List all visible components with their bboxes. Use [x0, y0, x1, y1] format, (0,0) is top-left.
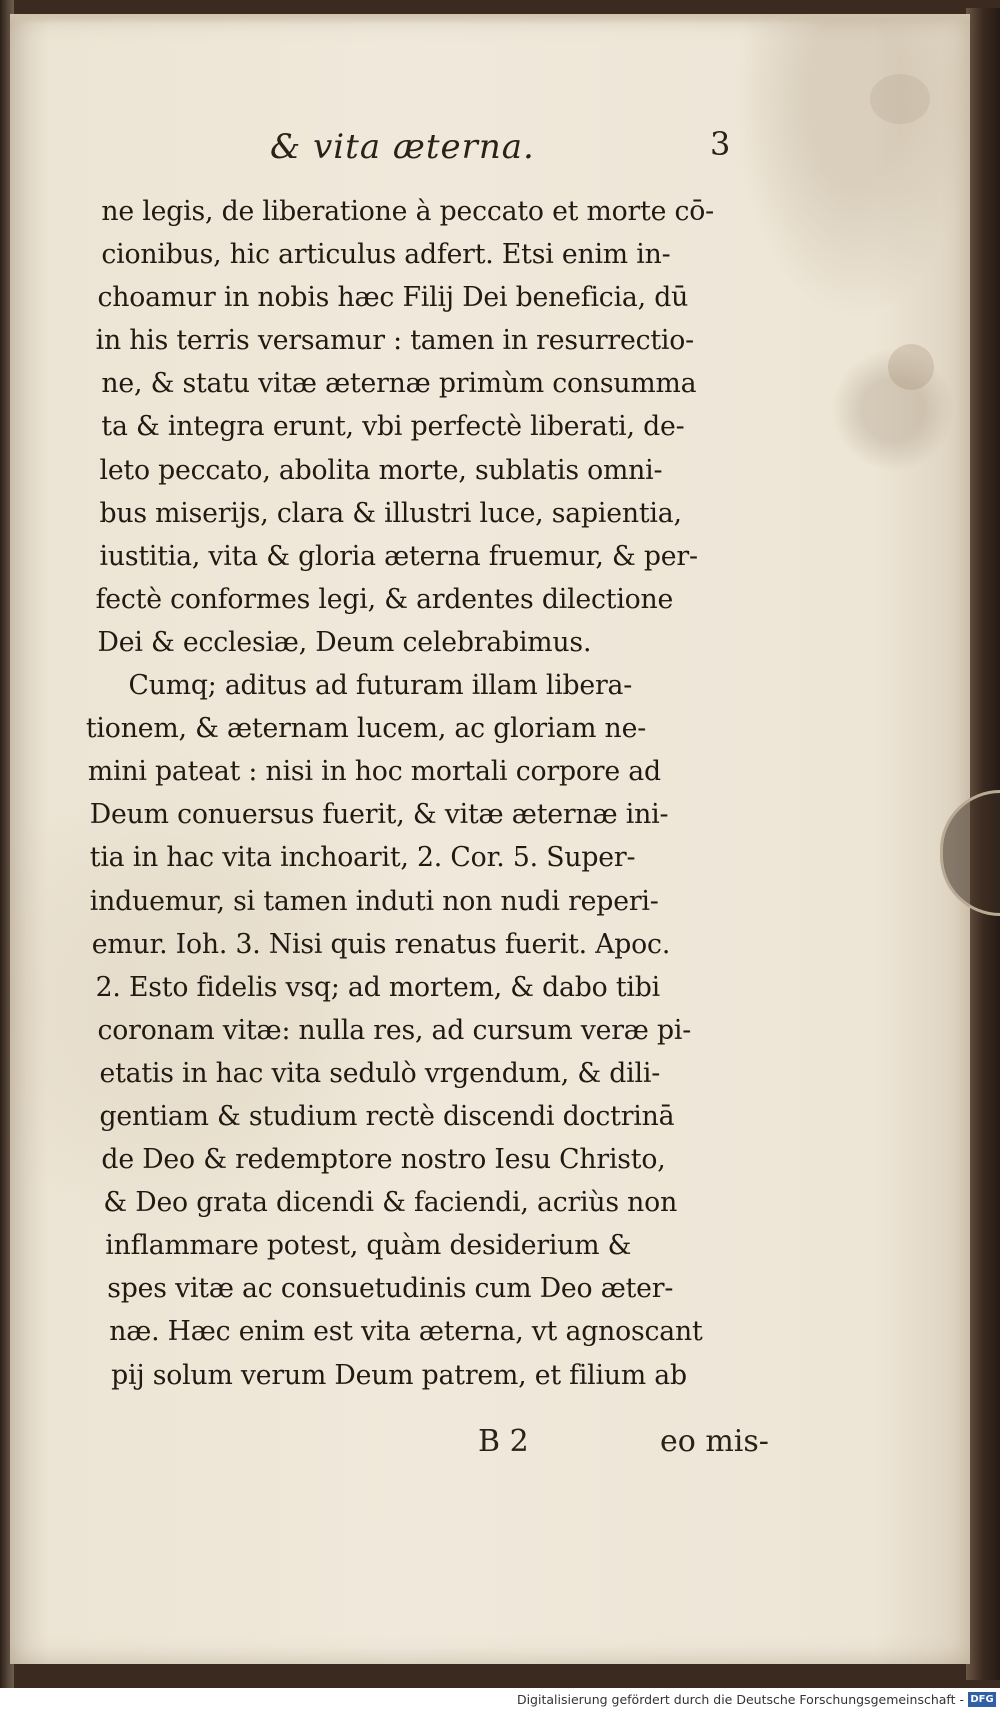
text-line: spes vitæ ac consuetudinis cum Deo æter-	[107, 1272, 674, 1305]
foxing-spot	[888, 344, 934, 390]
page-top-edge	[10, 14, 970, 24]
catchword: eo mis-	[660, 1424, 769, 1459]
text-line: næ. Hæc enim est vita æterna, vt agnoscant	[109, 1315, 703, 1348]
page-header	[10, 119, 970, 179]
page-number: 3	[710, 125, 731, 163]
text-line: induemur, si tamen induti non nudi reperi-	[89, 884, 659, 917]
dfg-logo: DFG	[968, 1692, 996, 1707]
text-line: Cumq; aditus ad futuram illam libera-	[128, 669, 633, 702]
page-footer	[10, 1424, 970, 1474]
text-line: bus miserijs, clara & illustri luce, sapientia,	[99, 496, 682, 529]
text-line: in his terris versamur : tamen in resurrectio-	[95, 324, 694, 357]
text-line: & Deo grata dicendi & faciendi, acriùs non	[103, 1186, 678, 1219]
book-page	[10, 14, 970, 1664]
foxing-spot	[870, 74, 930, 124]
text-line: cionibus, hic articulus adfert. Etsi enim in-	[101, 238, 671, 271]
running-title: & vita æterna.	[270, 127, 535, 167]
text-line: tia in hac vita inchoarit, 2. Cor. 5. Super-	[89, 841, 636, 874]
text-line: de Deo & redemptore nostro Iesu Christo,	[101, 1143, 666, 1176]
text-line: mini pateat : nisi in hoc mortali corpore ad	[87, 755, 661, 788]
text-line: leto peccato, abolita morte, sublatis omni-	[99, 453, 663, 486]
text-line: Deum conuersus fuerit, & vitæ æternæ ini-	[89, 798, 669, 831]
credit-text: Digitalisierung gefördert durch die Deutsche Forschungsgemeinschaft -	[516, 1692, 964, 1707]
text-line: ne, & statu vitæ æternæ primùm consumma	[101, 367, 697, 400]
text-line: ne legis, de liberatione à peccato et morte cō-	[101, 195, 714, 227]
text-line: tionem, & æternam lucem, ac gloriam ne-	[85, 712, 647, 745]
text-line: etatis in hac vita sedulò vrgendum, & dili-	[99, 1056, 661, 1089]
text-line: ta & integra erunt, vbi perfectè liberati, de-	[101, 410, 685, 443]
text-line: 2. Esto fidelis vsq; ad mortem, & dabo tibi	[95, 970, 660, 1003]
signature-mark: B 2	[478, 1424, 529, 1459]
credit-bar	[0, 1688, 1000, 1712]
body-text	[85, 190, 792, 1397]
text-line: gentiam & studium rectè discendi doctrinā	[99, 1099, 675, 1132]
text-line: choamur in nobis hæc Filij Dei beneficia, dū	[97, 281, 689, 314]
text-line: pij solum verum Deum patrem, et filium ab	[111, 1358, 687, 1391]
text-line: fectè conformes legi, & ardentes dilectione	[95, 582, 674, 615]
text-line: emur. Ioh. 3. Nisi quis renatus fuerit. Apoc.	[91, 927, 671, 960]
text-line: Dei & ecclesiæ, Deum celebrabimus.	[97, 625, 592, 658]
text-line: inflammare potest, quàm desiderium &	[105, 1229, 632, 1262]
text-line: coronam vitæ: nulla res, ad cursum veræ pi-	[97, 1013, 692, 1046]
text-line: iustitia, vita & gloria æterna fruemur, & per-	[99, 539, 698, 572]
